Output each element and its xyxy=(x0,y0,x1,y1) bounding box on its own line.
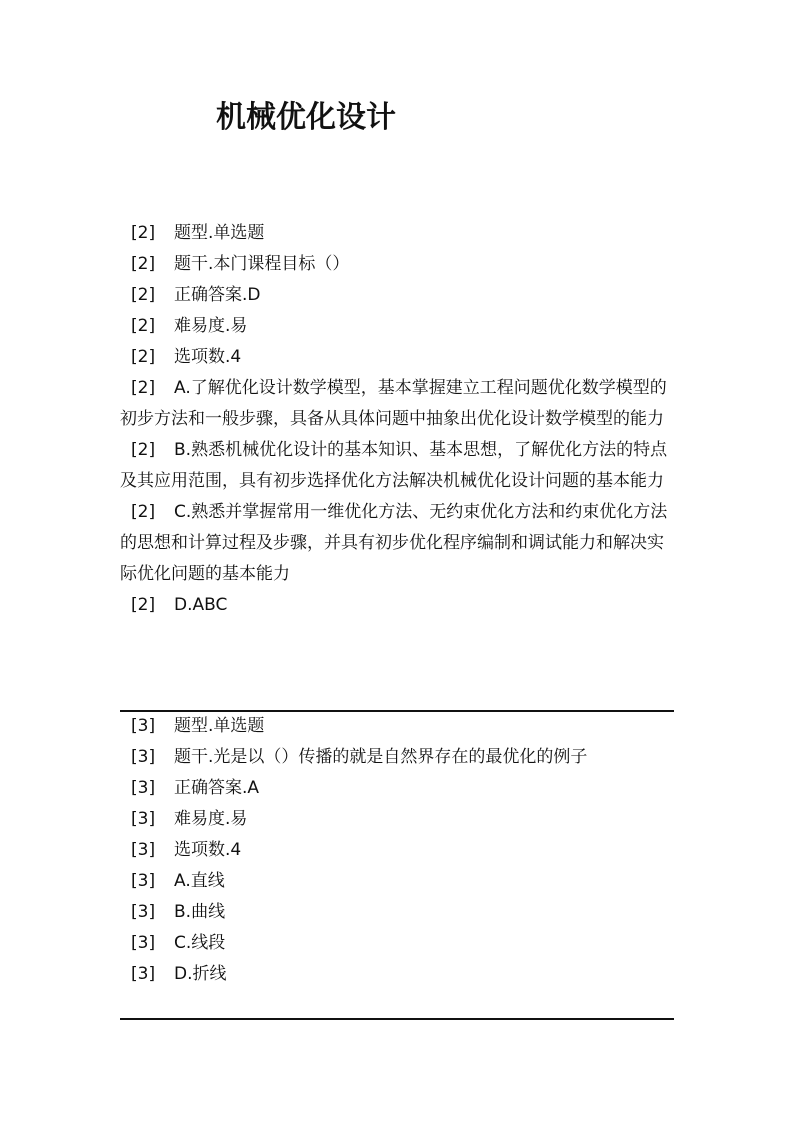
question-text: B.曲线 xyxy=(174,902,226,922)
question-text: C.线段 xyxy=(174,933,226,953)
question-index: [2] xyxy=(131,595,156,615)
question-line xyxy=(120,311,675,342)
question-index: [2] xyxy=(131,502,156,522)
question-text: C.熟悉并掌握常用一维优化方法、无约束优化方法和约束优化方法的思想和计算过程及步骤，并具有初步优化程序编制和调试能力和解决实际优化问题的基本能力 xyxy=(120,502,668,584)
question-index: [3] xyxy=(131,871,156,891)
question-index: [2] xyxy=(131,347,156,367)
question-line xyxy=(120,804,675,835)
question-line xyxy=(120,742,675,773)
question-text: D.折线 xyxy=(174,964,227,984)
question-text: 题干.本门课程目标（） xyxy=(174,254,350,274)
question-text: 题干.光是以（）传播的就是自然界存在的最优化的例子 xyxy=(174,747,588,767)
question-line xyxy=(120,497,675,590)
question-index: [2] xyxy=(131,285,156,305)
document-title: 机械优化设计 xyxy=(216,100,396,135)
question-text: 选项数.4 xyxy=(174,840,242,860)
question-block-3 xyxy=(120,711,675,990)
question-line xyxy=(120,928,675,959)
question-line xyxy=(120,249,675,280)
question-text: D.ABC xyxy=(174,595,228,615)
question-index: [3] xyxy=(131,933,156,953)
question-index: [2] xyxy=(131,440,156,460)
question-index: [3] xyxy=(131,747,156,767)
question-line xyxy=(120,373,675,435)
question-line xyxy=(120,835,675,866)
question-index: [3] xyxy=(131,902,156,922)
question-text: 难易度.易 xyxy=(174,316,248,336)
question-text: 正确答案.A xyxy=(174,778,260,798)
question-line xyxy=(120,590,675,621)
question-index: [2] xyxy=(131,223,156,243)
divider xyxy=(120,1018,674,1020)
question-index: [3] xyxy=(131,840,156,860)
question-index: [3] xyxy=(131,716,156,736)
question-line xyxy=(120,218,675,249)
question-index: [3] xyxy=(131,809,156,829)
question-text: B.熟悉机械优化设计的基本知识、基本思想，了解优化方法的特点及其应用范围，具有初步选择优化方法解决机械优化设计问题的基本能力 xyxy=(120,440,668,491)
question-line xyxy=(120,342,675,373)
question-index: [3] xyxy=(131,964,156,984)
question-line xyxy=(120,435,675,497)
question-line xyxy=(120,959,675,990)
question-text: 正确答案.D xyxy=(174,285,261,305)
question-text: A.了解优化设计数学模型，基本掌握建立工程问题优化数学模型的初步方法和一般步骤，具备从具体问题中抽象出优化设计数学模型的能力 xyxy=(120,378,667,429)
question-text: 选项数.4 xyxy=(174,347,242,367)
question-text: A.直线 xyxy=(174,871,225,891)
question-text: 题型.单选题 xyxy=(174,716,265,736)
question-text: 题型.单选题 xyxy=(174,223,265,243)
question-index: [2] xyxy=(131,378,156,398)
question-line xyxy=(120,280,675,311)
question-index: [3] xyxy=(131,778,156,798)
question-line xyxy=(120,897,675,928)
question-index: [2] xyxy=(131,316,156,336)
question-index: [2] xyxy=(131,254,156,274)
question-line xyxy=(120,866,675,897)
question-block-2 xyxy=(120,218,675,621)
question-text: 难易度.易 xyxy=(174,809,248,829)
question-line xyxy=(120,773,675,804)
question-line xyxy=(120,711,675,742)
